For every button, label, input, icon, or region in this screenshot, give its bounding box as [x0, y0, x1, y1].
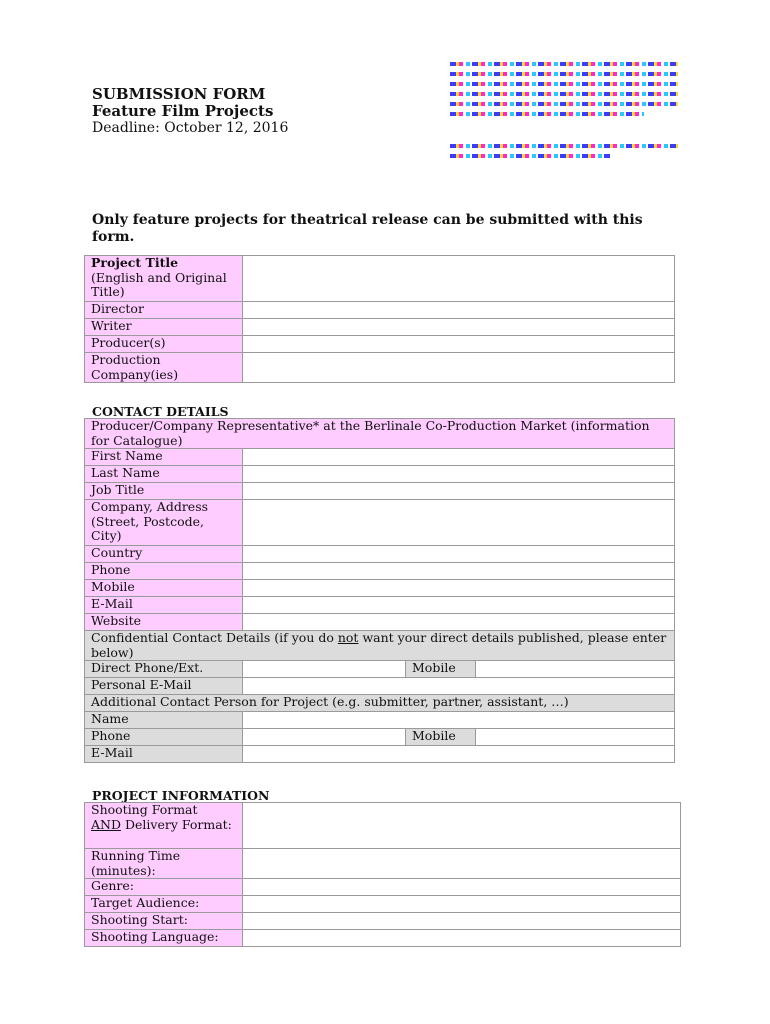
contact-table	[84, 418, 675, 763]
direct-phone-field[interactable]	[243, 661, 406, 678]
contact-heading: CONTACT DETAILS	[92, 404, 229, 419]
first-name-label: First Name	[85, 449, 243, 466]
running-time-field[interactable]	[243, 849, 681, 879]
confidential-mobile-field[interactable]	[476, 661, 675, 678]
genre-field[interactable]	[243, 879, 681, 896]
email-label: E-Mail	[85, 597, 243, 614]
project-title-label: Project Title (English and Original Title)	[85, 256, 243, 302]
shooting-language-label: Shooting Language:	[85, 930, 243, 947]
additional-phone-label: Phone	[85, 729, 243, 746]
company-address-label: Company, Address (Street, Postcode, City)	[85, 500, 243, 546]
country-label: Country	[85, 546, 243, 563]
project-table	[84, 255, 675, 383]
writer-label: Writer	[85, 319, 243, 336]
additional-mobile-label: Mobile	[406, 729, 476, 746]
additional-mobile-field[interactable]	[476, 729, 675, 746]
phone-field[interactable]	[243, 563, 675, 580]
additional-email-label: E-Mail	[85, 746, 243, 763]
shooting-format-label: Shooting Format AND Delivery Format:	[85, 803, 243, 849]
last-name-label: Last Name	[85, 466, 243, 483]
rep-header: Producer/Company Representative* at the Berlinale Co-Production Market (information for Catalogue)	[85, 419, 675, 449]
form-subtitle: Feature Film Projects	[92, 102, 274, 120]
first-name-field[interactable]	[243, 449, 675, 466]
project-info-heading: PROJECT INFORMATION	[92, 788, 270, 803]
mobile-label: Mobile	[85, 580, 243, 597]
director-field[interactable]	[243, 302, 675, 319]
confidential-header: Confidential Contact Details (if you do not want your direct details published, please enter below)	[85, 631, 675, 661]
additional-name-label: Name	[85, 712, 243, 729]
company-field[interactable]	[243, 353, 675, 383]
producers-label: Producer(s)	[85, 336, 243, 353]
confidential-mobile-label: Mobile	[406, 661, 476, 678]
additional-name-field[interactable]	[243, 712, 675, 729]
genre-label: Genre:	[85, 879, 243, 896]
direct-phone-label: Direct Phone/Ext.	[85, 661, 243, 678]
mobile-field[interactable]	[243, 580, 675, 597]
writer-field[interactable]	[243, 319, 675, 336]
company-label: Production Company(ies)	[85, 353, 243, 383]
shooting-start-label: Shooting Start:	[85, 913, 243, 930]
additional-email-field[interactable]	[243, 746, 675, 763]
form-title: SUBMISSION FORM	[92, 85, 266, 103]
company-address-field[interactable]	[243, 500, 675, 546]
additional-phone-field[interactable]	[243, 729, 406, 746]
deadline-text: Deadline: October 12, 2016	[92, 120, 289, 136]
festival-logo-image	[450, 62, 678, 182]
personal-email-field[interactable]	[243, 678, 675, 695]
shooting-language-field[interactable]	[243, 930, 681, 947]
target-audience-field[interactable]	[243, 896, 681, 913]
job-title-field[interactable]	[243, 483, 675, 500]
shooting-format-field[interactable]	[243, 803, 681, 849]
intro-notice: Only feature projects for theatrical release can be submitted with this form.	[92, 212, 643, 245]
phone-label: Phone	[85, 563, 243, 580]
personal-email-label: Personal E-Mail	[85, 678, 243, 695]
project-title-field[interactable]	[243, 256, 675, 302]
running-time-label: Running Time (minutes):	[85, 849, 243, 879]
project-info-table	[84, 802, 681, 947]
form-header	[92, 86, 288, 137]
target-audience-label: Target Audience:	[85, 896, 243, 913]
country-field[interactable]	[243, 546, 675, 563]
last-name-field[interactable]	[243, 466, 675, 483]
website-label: Website	[85, 614, 243, 631]
shooting-start-field[interactable]	[243, 913, 681, 930]
director-label: Director	[85, 302, 243, 319]
producers-field[interactable]	[243, 336, 675, 353]
job-title-label: Job Title	[85, 483, 243, 500]
email-field[interactable]	[243, 597, 675, 614]
website-field[interactable]	[243, 614, 675, 631]
additional-contact-header: Additional Contact Person for Project (e.g. submitter, partner, assistant, …)	[85, 695, 675, 712]
